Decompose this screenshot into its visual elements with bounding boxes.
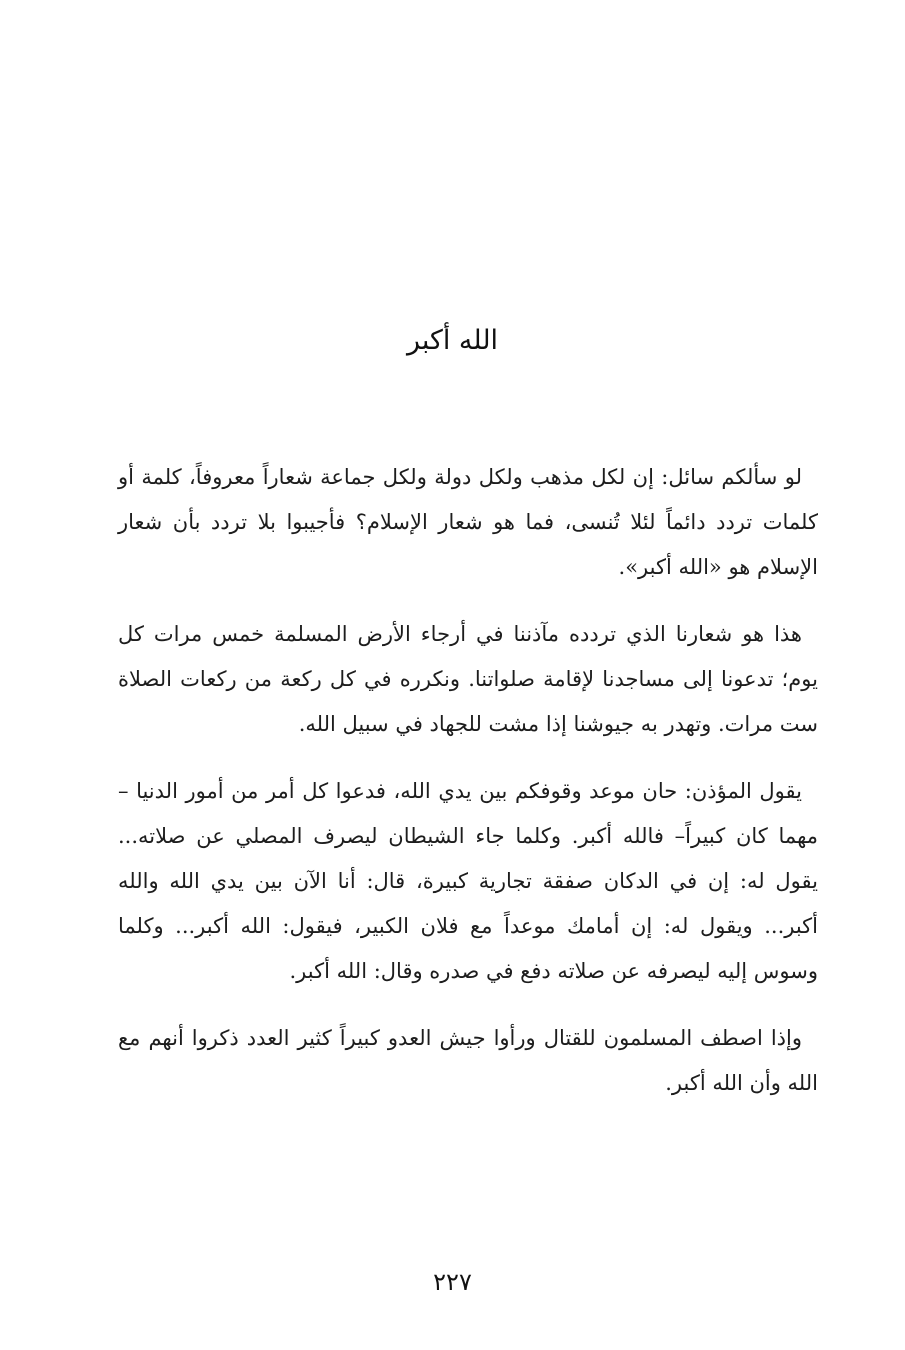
- paragraph-1: لو سألكم سائل: إن لكل مذهب ولكل دولة ولكل جماعة شعاراً معروفاً، كلمة أو كلمات تردد دائماً لئلا تُنسى، فما هو شعار الإسلام؟ فأجيبوا بلا تردد بأن شعار الإسلام هو «الله أكبر».: [118, 465, 818, 579]
- paragraph-3: يقول المؤذن: حان موعد وقوفكم بين يدي الله، فدعوا كل أمر من أمور الدنيا –مهما كان كبيراً– فالله أكبر. وكلما جاء الشيطان ليصرف المصلي عن صلاته... يقول له: إن في الدكان صفقة تجارية كبيرة، قال: أنا الآن بين يدي الله والله أكبر... ويقول له: إن أمامك موعداً مع فلان الكبير، فيقول: الله أكبر... وكلما وسوس إليه ليصرفه عن صلاته دفع في صدره وقال: الله أكبر.: [118, 779, 818, 983]
- paragraph-4: وإذا اصطف المسلمون للقتال ورأوا جيش العدو كبيراً كثير العدد ذكروا أنهم مع الله وأن الله أكبر.: [118, 1026, 818, 1095]
- chapter-title: الله أكبر: [406, 325, 499, 356]
- paragraph-2: هذا هو شعارنا الذي تردده مآذننا في أرجاء الأرض المسلمة خمس مرات كل يوم؛ تدعونا إلى مساجدنا لإقامة صلواتنا. ونكرره في كل ركعة من ركعات الصلاة ست مرات. وتهدر به جيوشنا إذا مشت للجهاد في سبيل الله.: [118, 622, 818, 736]
- body-text: [118, 455, 818, 1106]
- page-number: ٢٢٧: [433, 1268, 472, 1296]
